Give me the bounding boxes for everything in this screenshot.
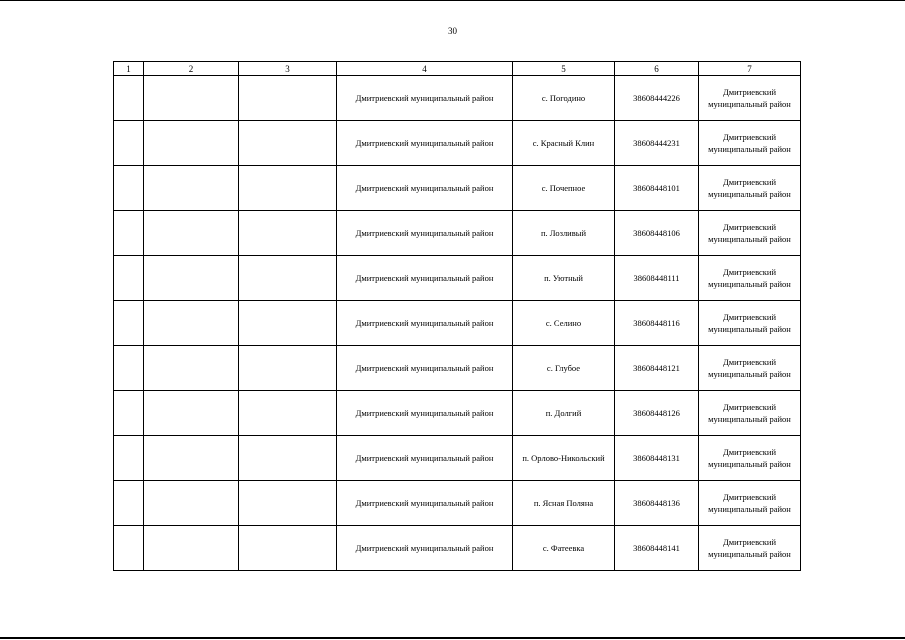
table-cell-c1 <box>114 436 144 481</box>
table-cell-c7-line1: Дмитриевский <box>722 402 777 412</box>
table-cell-c7 <box>699 121 801 166</box>
table-row <box>114 121 801 166</box>
table-cell-c6: 38608448106 <box>615 211 699 256</box>
table-cell-c7-line2: муниципальный район <box>708 324 791 334</box>
table-cell-c3 <box>239 526 337 571</box>
table-cell-c4: Дмитриевский муниципальный район <box>337 211 513 256</box>
table-cell-c6: 38608448116 <box>615 301 699 346</box>
table-body <box>114 76 801 571</box>
table-cell-c6: 38608448126 <box>615 391 699 436</box>
table-cell-c7-line1: Дмитриевский <box>722 312 777 322</box>
table-cell-c1 <box>114 256 144 301</box>
table-cell-c6: 38608444226 <box>615 76 699 121</box>
table-cell-c4: Дмитриевский муниципальный район <box>337 76 513 121</box>
table-cell-c1 <box>114 211 144 256</box>
table-cell-c4: Дмитриевский муниципальный район <box>337 481 513 526</box>
table-cell-c1 <box>114 481 144 526</box>
table-row <box>114 76 801 121</box>
table-cell-c7-line2: муниципальный район <box>708 369 791 379</box>
table-cell-c3 <box>239 211 337 256</box>
table-cell-c5: с. Селино <box>513 301 615 346</box>
table-cell-c4: Дмитриевский муниципальный район <box>337 121 513 166</box>
table-cell-c1 <box>114 346 144 391</box>
header-row <box>114 62 801 76</box>
table-row <box>114 436 801 481</box>
table-cell-c4: Дмитриевский муниципальный район <box>337 526 513 571</box>
table-cell-c6: 38608448136 <box>615 481 699 526</box>
table-cell-c3 <box>239 436 337 481</box>
table-cell-c4: Дмитриевский муниципальный район <box>337 166 513 211</box>
table-cell-c4: Дмитриевский муниципальный район <box>337 346 513 391</box>
table-cell-c3 <box>239 76 337 121</box>
table-cell-c7-line2: муниципальный район <box>708 99 791 109</box>
table-row <box>114 166 801 211</box>
table-cell-c7-line2: муниципальный район <box>708 504 791 514</box>
table-cell-c2 <box>144 526 239 571</box>
column-header-4: 4 <box>337 62 513 76</box>
table-cell-c2 <box>144 256 239 301</box>
table-row <box>114 346 801 391</box>
table-cell-c2 <box>144 436 239 481</box>
table-cell-c1 <box>114 76 144 121</box>
page-bottom-border <box>0 637 905 639</box>
data-table <box>113 61 801 571</box>
table-cell-c7-line2: муниципальный район <box>708 234 791 244</box>
table-row <box>114 301 801 346</box>
table-cell-c2 <box>144 481 239 526</box>
table-cell-c7-line2: муниципальный район <box>708 189 791 199</box>
table-cell-c7-line2: муниципальный район <box>708 414 791 424</box>
table-cell-c7-line1: Дмитриевский <box>722 222 777 232</box>
table-cell-c1 <box>114 526 144 571</box>
table-cell-c3 <box>239 166 337 211</box>
table-cell-c2 <box>144 211 239 256</box>
table-cell-c7 <box>699 436 801 481</box>
table-cell-c7 <box>699 526 801 571</box>
table-cell-c2 <box>144 301 239 346</box>
table-row <box>114 256 801 301</box>
table-cell-c1 <box>114 301 144 346</box>
table-cell-c6: 38608448111 <box>615 256 699 301</box>
column-header-2: 2 <box>144 62 239 76</box>
table-cell-c7 <box>699 391 801 436</box>
table-cell-c3 <box>239 256 337 301</box>
table-row <box>114 526 801 571</box>
table-cell-c5: п. Ясная Поляна <box>513 481 615 526</box>
table-cell-c2 <box>144 346 239 391</box>
table-cell-c7-line1: Дмитриевский <box>722 177 777 187</box>
table-cell-c7 <box>699 166 801 211</box>
table-cell-c6: 38608444231 <box>615 121 699 166</box>
table-cell-c5: п. Лозливый <box>513 211 615 256</box>
page-top-border <box>0 0 905 1</box>
table-cell-c7 <box>699 76 801 121</box>
table-cell-c2 <box>144 121 239 166</box>
table-cell-c4: Дмитриевский муниципальный район <box>337 436 513 481</box>
table-cell-c4: Дмитриевский муниципальный район <box>337 256 513 301</box>
table-cell-c7-line1: Дмитриевский <box>722 267 777 277</box>
table-cell-c3 <box>239 346 337 391</box>
table-cell-c5: п. Долгий <box>513 391 615 436</box>
table-cell-c1 <box>114 121 144 166</box>
table-cell-c5: с. Фатеевка <box>513 526 615 571</box>
table-cell-c2 <box>144 166 239 211</box>
table-row <box>114 391 801 436</box>
table-cell-c7 <box>699 346 801 391</box>
table-cell-c5: п. Орлово-Никольский <box>513 436 615 481</box>
page-number: 30 <box>448 26 457 36</box>
table-cell-c7-line2: муниципальный район <box>708 279 791 289</box>
table-cell-c7-line1: Дмитриевский <box>722 357 777 367</box>
table-cell-c7-line1: Дмитриевский <box>722 537 777 547</box>
table-row <box>114 211 801 256</box>
table-cell-c7-line2: муниципальный район <box>708 459 791 469</box>
table-cell-c1 <box>114 391 144 436</box>
column-header-1: 1 <box>114 62 144 76</box>
table-cell-c4: Дмитриевский муниципальный район <box>337 391 513 436</box>
table-cell-c6: 38608448121 <box>615 346 699 391</box>
table-cell-c6: 38608448141 <box>615 526 699 571</box>
table-cell-c7-line2: муниципальный район <box>708 144 791 154</box>
table-cell-c5: с. Глубое <box>513 346 615 391</box>
table-cell-c3 <box>239 391 337 436</box>
table-cell-c7 <box>699 481 801 526</box>
table-cell-c7-line1: Дмитриевский <box>722 492 777 502</box>
table-cell-c6: 38608448131 <box>615 436 699 481</box>
table-cell-c6: 38608448101 <box>615 166 699 211</box>
table-cell-c7-line2: муниципальный район <box>708 549 791 559</box>
table-cell-c5: с. Красный Клин <box>513 121 615 166</box>
table-cell-c7 <box>699 211 801 256</box>
table-cell-c2 <box>144 76 239 121</box>
table-cell-c7-line1: Дмитриевский <box>722 447 777 457</box>
column-header-6: 6 <box>615 62 699 76</box>
column-header-5: 5 <box>513 62 615 76</box>
table-cell-c3 <box>239 481 337 526</box>
table-cell-c7-line1: Дмитриевский <box>722 87 777 97</box>
table-cell-c7-line1: Дмитриевский <box>722 132 777 142</box>
table-cell-c4: Дмитриевский муниципальный район <box>337 301 513 346</box>
table-cell-c5: с. Почепное <box>513 166 615 211</box>
table-cell-c1 <box>114 166 144 211</box>
table-cell-c3 <box>239 121 337 166</box>
table-cell-c5: с. Погодино <box>513 76 615 121</box>
table-cell-c2 <box>144 391 239 436</box>
table-cell-c3 <box>239 301 337 346</box>
column-header-7: 7 <box>699 62 801 76</box>
column-header-3: 3 <box>239 62 337 76</box>
table-cell-c5: п. Уютный <box>513 256 615 301</box>
table-cell-c7 <box>699 256 801 301</box>
table-row <box>114 481 801 526</box>
table-cell-c7 <box>699 301 801 346</box>
